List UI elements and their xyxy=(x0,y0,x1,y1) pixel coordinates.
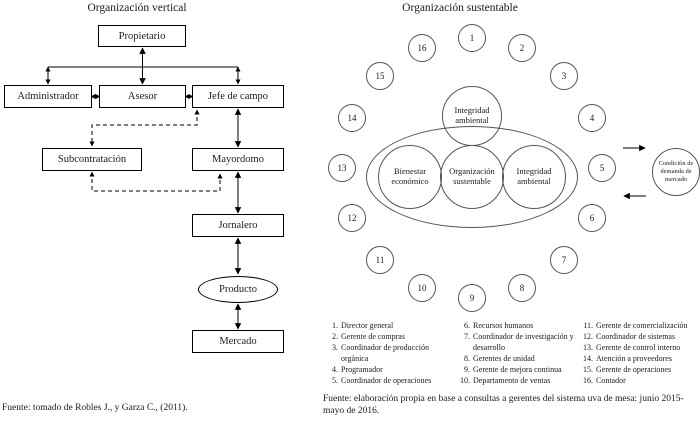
legend-item xyxy=(323,364,453,375)
legend-item-label: Coordinador de sistemas xyxy=(596,332,676,341)
legend-item-number: 10. xyxy=(460,376,470,385)
legend-item xyxy=(323,320,453,331)
node-asesor: Asesor xyxy=(99,85,186,108)
dashed-arrow-subcontratacion-mayordomo xyxy=(92,172,220,191)
ring-node-8: 8 xyxy=(508,274,536,302)
ring-node-14: 14 xyxy=(338,104,366,132)
legend-column-3 xyxy=(578,320,700,386)
legend-item-label: Coordinador de investigación y desarrollo xyxy=(473,332,574,352)
ring-node-13: 13 xyxy=(328,154,356,182)
legend-item-label: Coordinador de producción orgánica xyxy=(341,343,429,363)
node-subcontratacion: Subcontratación xyxy=(42,148,142,171)
right-panel-title: Organización sustentable xyxy=(402,2,518,14)
node-producto: Producto xyxy=(198,276,278,303)
right-source-note: Fuente: elaboración propia en base a consultas a gerentes del sistema uva de mesa: junio 2015-mayo de 2016. xyxy=(323,394,684,416)
legend-item-number: 14. xyxy=(583,354,593,363)
left-source-note: Fuente: tomado de Robles J., y Garza C., (2011). xyxy=(2,403,188,413)
ring-node-7: 7 xyxy=(550,246,578,274)
node-jefe-de-campo: Jefe de campo xyxy=(192,85,284,108)
venn-left-circle: Bienestar económico xyxy=(378,145,442,209)
left-panel-title: Organización vertical xyxy=(87,2,187,14)
legend-item xyxy=(455,320,581,331)
legend-item-number: 8. xyxy=(464,354,470,363)
ring-node-9: 9 xyxy=(458,284,486,312)
legend-item-label: Gerente de compras xyxy=(341,332,405,341)
ring-node-4: 4 xyxy=(578,104,606,132)
ring-node-10: 10 xyxy=(408,274,436,302)
legend-item-label: Gerente de control interno xyxy=(596,343,681,352)
legend-item-number: 13. xyxy=(583,343,593,352)
legend-item-number: 15. xyxy=(583,365,593,374)
node-administrador: Administrador xyxy=(4,85,92,108)
node-propietario: Propietario xyxy=(98,25,186,47)
legend-item-label: Contador xyxy=(596,376,626,385)
legend-item-number: 11. xyxy=(583,321,593,330)
ring-node-3: 3 xyxy=(550,62,578,90)
legend-item-label: Coordinador de operaciones xyxy=(341,376,432,385)
legend-item xyxy=(323,342,453,364)
ring-node-12: 12 xyxy=(338,204,366,232)
legend-item-label: Gerente de mejora continua xyxy=(473,365,562,374)
node-mercado: Mercado xyxy=(192,330,284,353)
legend-item xyxy=(455,353,581,364)
legend-column-1 xyxy=(323,320,453,386)
legend-item xyxy=(455,331,581,353)
legend-item xyxy=(578,375,700,386)
venn-top-circle: Integridad ambiental xyxy=(442,86,502,146)
legend-item-number: 16. xyxy=(583,376,593,385)
legend-item-number: 5. xyxy=(332,376,338,385)
legend-item-label: Gerente de comercialización xyxy=(596,321,688,330)
node-mayordomo: Mayordomo xyxy=(192,148,284,171)
ring-node-1: 1 xyxy=(458,24,486,52)
legend-item xyxy=(323,331,453,342)
market-demand-circle: Condición de demanda de mercado xyxy=(652,148,700,196)
node-jornalero: Jornalero xyxy=(192,214,284,237)
legend-item-label: Gerente de operaciones xyxy=(596,365,672,374)
ring-node-15: 15 xyxy=(366,62,394,90)
ring-node-5: 5 xyxy=(588,154,616,182)
legend-item-number: 1. xyxy=(332,321,338,330)
ring-node-11: 11 xyxy=(366,246,394,274)
ring-node-2: 2 xyxy=(508,34,536,62)
legend-item-label: Programador xyxy=(341,365,383,374)
legend-item-number: 9. xyxy=(464,365,470,374)
legend-item-number: 12. xyxy=(583,332,593,341)
legend-item xyxy=(578,353,700,364)
venn-right-circle: Integridad ambiental xyxy=(502,145,566,209)
legend-item xyxy=(455,364,581,375)
ring-node-6: 6 xyxy=(578,204,606,232)
legend-item-label: Director general xyxy=(341,321,394,330)
legend-item-number: 3. xyxy=(332,343,338,352)
venn-center-circle: Organización sustentable xyxy=(440,145,504,209)
legend-item xyxy=(578,342,700,353)
legend-item-label: Recursos humanos xyxy=(473,321,534,330)
ring-node-16: 16 xyxy=(408,34,436,62)
legend-item xyxy=(578,364,700,375)
legend-item-number: 7. xyxy=(464,332,470,341)
legend-item-label: Gerentes de unidad xyxy=(473,354,535,363)
legend-item xyxy=(323,375,453,386)
legend-item-number: 6. xyxy=(464,321,470,330)
legend-item-label: Atención a proveedores xyxy=(596,354,672,363)
legend-item xyxy=(455,375,581,386)
legend-column-2 xyxy=(455,320,581,386)
legend-item-number: 2. xyxy=(332,332,338,341)
legend-item xyxy=(578,320,700,331)
legend-item-number: 4. xyxy=(332,365,338,374)
dashed-arrow-jefe-subcontratacion xyxy=(92,110,197,146)
legend-item xyxy=(578,331,700,342)
legend-item-label: Departamento de ventas xyxy=(473,376,551,385)
